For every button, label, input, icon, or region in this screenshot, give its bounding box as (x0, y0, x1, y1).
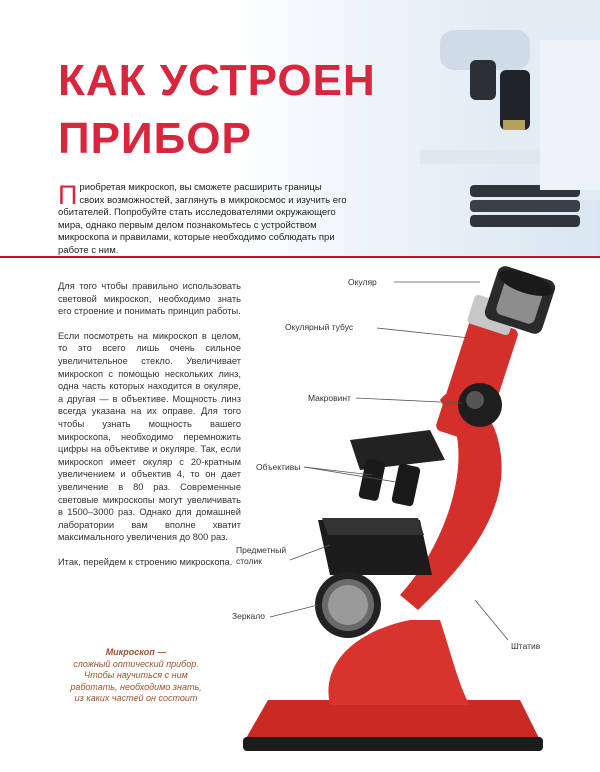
body-paragraph: Если посмотреть на микроскоп в целом, то это всего лишь очень сильное увеличительное стекло. Увеличивает микроскоп с помощью нескольких линз, одна часть которых находится в окуляре, а другая — в объективе. Мощность линз всегда указана на их оправе. Для того чтобы узнать мощность вашего микроскопа, необходимо перемножить цифры на объективе и окуляре. Так, если микроскоп имеет окуляр с 20-кратным увеличением и объектив 4, то он дает увеличение в 80 раз. Современные световые микроскопы могут увеличивать в 1500–3000 раз. Однако для домашней лаборатории вам вполне хватит максимального увеличения до 800 раз. (58, 330, 241, 543)
title-line-1: КАК УСТРОЕН (58, 56, 376, 105)
label-stage-line1: Предметный (236, 545, 287, 555)
label-objectives: Объективы (256, 462, 301, 472)
label-mirror: Зеркало (232, 611, 266, 621)
label-eyepiece: Окуляр (348, 277, 377, 287)
caption-text: сложный оптический прибор. Чтобы научиться с ним работать, необходимо знать, из каких частей он состоит (70, 658, 202, 703)
caption-title: Микроскоп — (105, 647, 167, 657)
label-stand: Штатив (511, 641, 541, 651)
body-paragraph: Итак, перейдем к строению микроскопа. (58, 556, 233, 567)
label-macro-screw: Макровинт (308, 393, 351, 403)
label-stage-line2: столик (236, 556, 263, 566)
body-paragraph: Для того чтобы правильно использовать световой микроскоп, необходимо знать его строение и понимать принцип работы. (58, 281, 241, 317)
drop-cap: П (58, 180, 78, 210)
title-line-2: ПРИБОР (58, 114, 252, 163)
label-stage (236, 545, 286, 567)
lead-text: риобретая микроскоп, вы сможете расширить границы своих возможностей, заглянуть в микрокосмос и изучить его обитателей. Попробуйте стать исследователями окружающего мира, однако первым делом познакомьтесь с устройством микроскопа и правилами, которые необходимо соблюдать при работе с ним. (58, 182, 347, 256)
label-eyepiece-tube: Окулярный тубус (285, 322, 354, 332)
